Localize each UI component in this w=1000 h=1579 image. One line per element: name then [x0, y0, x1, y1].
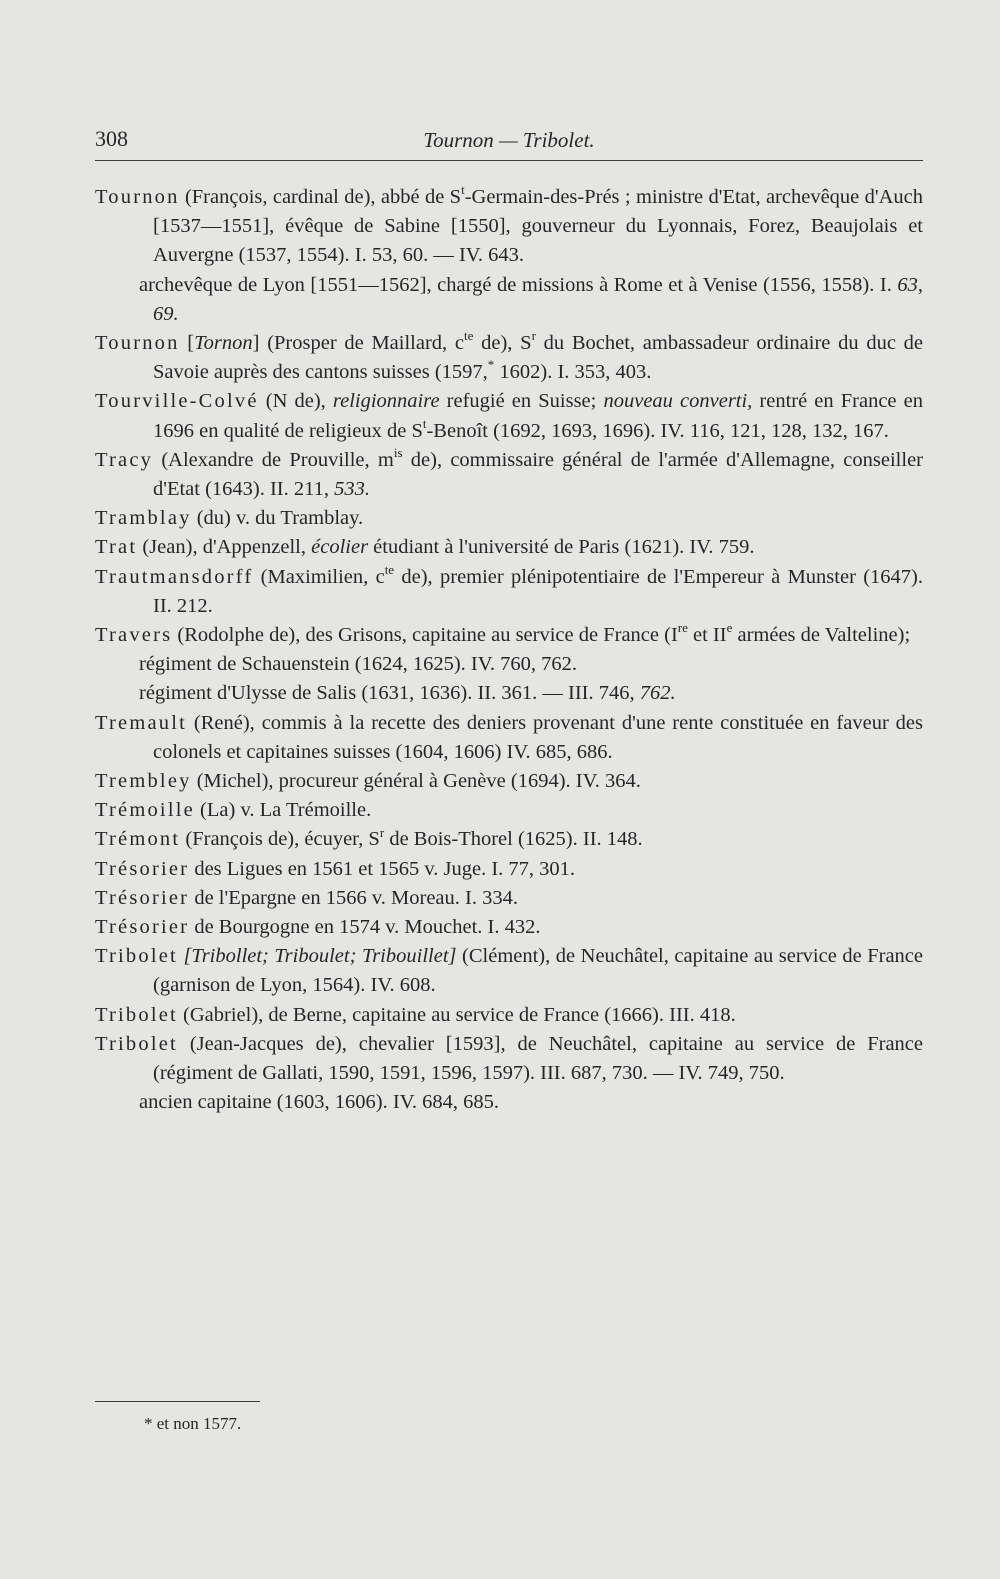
entry-headword: Tribolet — [95, 1032, 178, 1055]
entry-headword: Tournon — [95, 186, 180, 208]
entry-trat: Trat (Jean), d'Appenzell, écolier étudiant à l'université de Paris (1621). IV. 759. — [95, 536, 755, 559]
entry-tresorier-ligues: Trésorier des Ligues en 1561 et 1565 v. Juge. I. 77, 301. — [95, 857, 576, 880]
entry-trautmansdorff: Trautmansdorff (Maximilien, $c^{te}$ de), premier plénipotentiaire de l'Empereur à Munster (1647). II. 212. — [95, 561, 923, 617]
entry-headword: Tremault — [95, 711, 188, 734]
entry-headword: Trésorier — [95, 916, 190, 939]
entry-headword: Trémoille — [95, 799, 195, 822]
entry-headword: Trésorier — [95, 857, 190, 880]
entry-headword: Tramblay — [95, 507, 192, 530]
entry-headword: Tribolet — [95, 945, 178, 968]
subentry-tournon-francois-lyon: archevêque de Lyon [1551—1562], chargé de missions à Rome et à Venise (1556, 1558). I. 63, 69. — [139, 273, 923, 325]
entry-headword: Trésorier — [95, 886, 190, 909]
entry-headword: Trat — [95, 536, 138, 559]
entry-tournon-francois: Tournon (François, cardinal de), abbé de $S^t-Germain-des$-Prés ; ministre d'Etat, archevêque d'Auch [1537—1551], évêque de Sabine [1550], gouverneur du Lyonnais, Forez, Beaujolais et Auvergne (1537, 1554). I. 53, 60. — IV. 643. — [95, 182, 923, 267]
footnote-marker: * — [487, 357, 495, 373]
entry-headword: Trémont — [95, 828, 181, 851]
entry-tresorier-epargne: Trésorier de l'Epargne en 1566 v. Moreau. I. 334. — [95, 886, 518, 909]
page-header — [95, 120, 923, 161]
entry-headword: Tribolet — [95, 1003, 178, 1026]
entry-tramblay: Tramblay (du) v. du Tramblay. — [95, 507, 364, 530]
footnote-divider — [95, 1401, 260, 1402]
entry-headword: Trautmansdorff — [95, 565, 254, 588]
page-number: 308 — [95, 126, 128, 151]
entry-tournon-prosper: Tournon [Tornon] (Prosper de Maillard, $c^{te}$ de), $S^r$ du Bochet, ambassadeur ordinaire du duc de Savoie auprès des cantons suisses (1597,* 1602). I. 353, 403. — [95, 328, 924, 384]
entry-tremont: Trémont (François de), écuyer, $S^r$ de Bois-Thorel (1625). II. 148. — [95, 824, 643, 851]
subentry-tribolet-ancien-capitaine: ancien capitaine (1603, 1606). IV. 684, 685. — [139, 1091, 499, 1114]
entry-headword: Trembley — [95, 770, 192, 793]
entry-tribolet-jean-jacques: Tribolet (Jean-Jacques de), chevalier [1593], de Neuchâtel, capitaine au service de France (régiment de Gallati, 1590, 1591, 1596, 1597). III. 687, 730. — IV. 749, 750. — [95, 1032, 923, 1085]
entry-tribolet-gabriel: Tribolet (Gabriel), de Berne, capitaine au service de France (1666). III. 418. — [95, 1003, 736, 1026]
running-head: Tournon — Tribolet. — [423, 128, 595, 152]
entry-travers: Travers (Rodolphe de), des Grisons, capitaine au service de France (Ire et IIe armées de Valteline); — [95, 620, 911, 647]
entry-headword: Tracy — [95, 448, 154, 471]
index-entries — [95, 183, 923, 1118]
entry-tracy: Tracy (Alexandre de Prouville, $m^{is}$ de), commissaire général de l'armée d'Allemagne, conseiller d'Etat (1643). II. 211, 533. — [95, 445, 923, 501]
entry-tremault: Tremault (René), commis à la recette des deniers provenant d'une rente constituée en faveur des colonels et capitaines suisses (1604, 1606) IV. 685, 686. — [95, 711, 923, 763]
subentry-travers-schauenstein: régiment de Schauenstein (1624, 1625). IV. 760, 762. — [139, 653, 578, 676]
footnote: * et non 1577. — [144, 1414, 242, 1433]
entry-trembley: Trembley (Michel), procureur général à Genève (1694). IV. 364. — [95, 770, 641, 793]
entry-tremoille: Trémoille (La) v. La Trémoille. — [95, 799, 372, 822]
entry-tribolet-clement: Tribolet [Tribollet; Triboulet; Tribouillet] (Clément), de Neuchâtel, capitaine au service de France (garnison de Lyon, 1564). IV. 608. — [95, 945, 923, 997]
entry-tourville-colve: Tourville-Colvé (N de), religionnaire refugié en Suisse; nouveau converti, rentré en France en 1696 en qualité de religieux de $S^t$-Benoît (1692, 1693, 1696). IV. 116, 121, 128, 132, 167. — [95, 390, 923, 442]
entry-headword: Tourville-Colvé — [95, 390, 259, 413]
entry-headword: Tournon — [95, 332, 180, 355]
entry-tresorier-bourgogne: Trésorier de Bourgogne en 1574 v. Mouchet. I. 432. — [95, 916, 541, 939]
entry-headword: Travers — [95, 624, 173, 647]
subentry-travers-salis: régiment d'Ulysse de Salis (1631, 1636). II. 361. — III. 746, 762. — [139, 682, 676, 705]
